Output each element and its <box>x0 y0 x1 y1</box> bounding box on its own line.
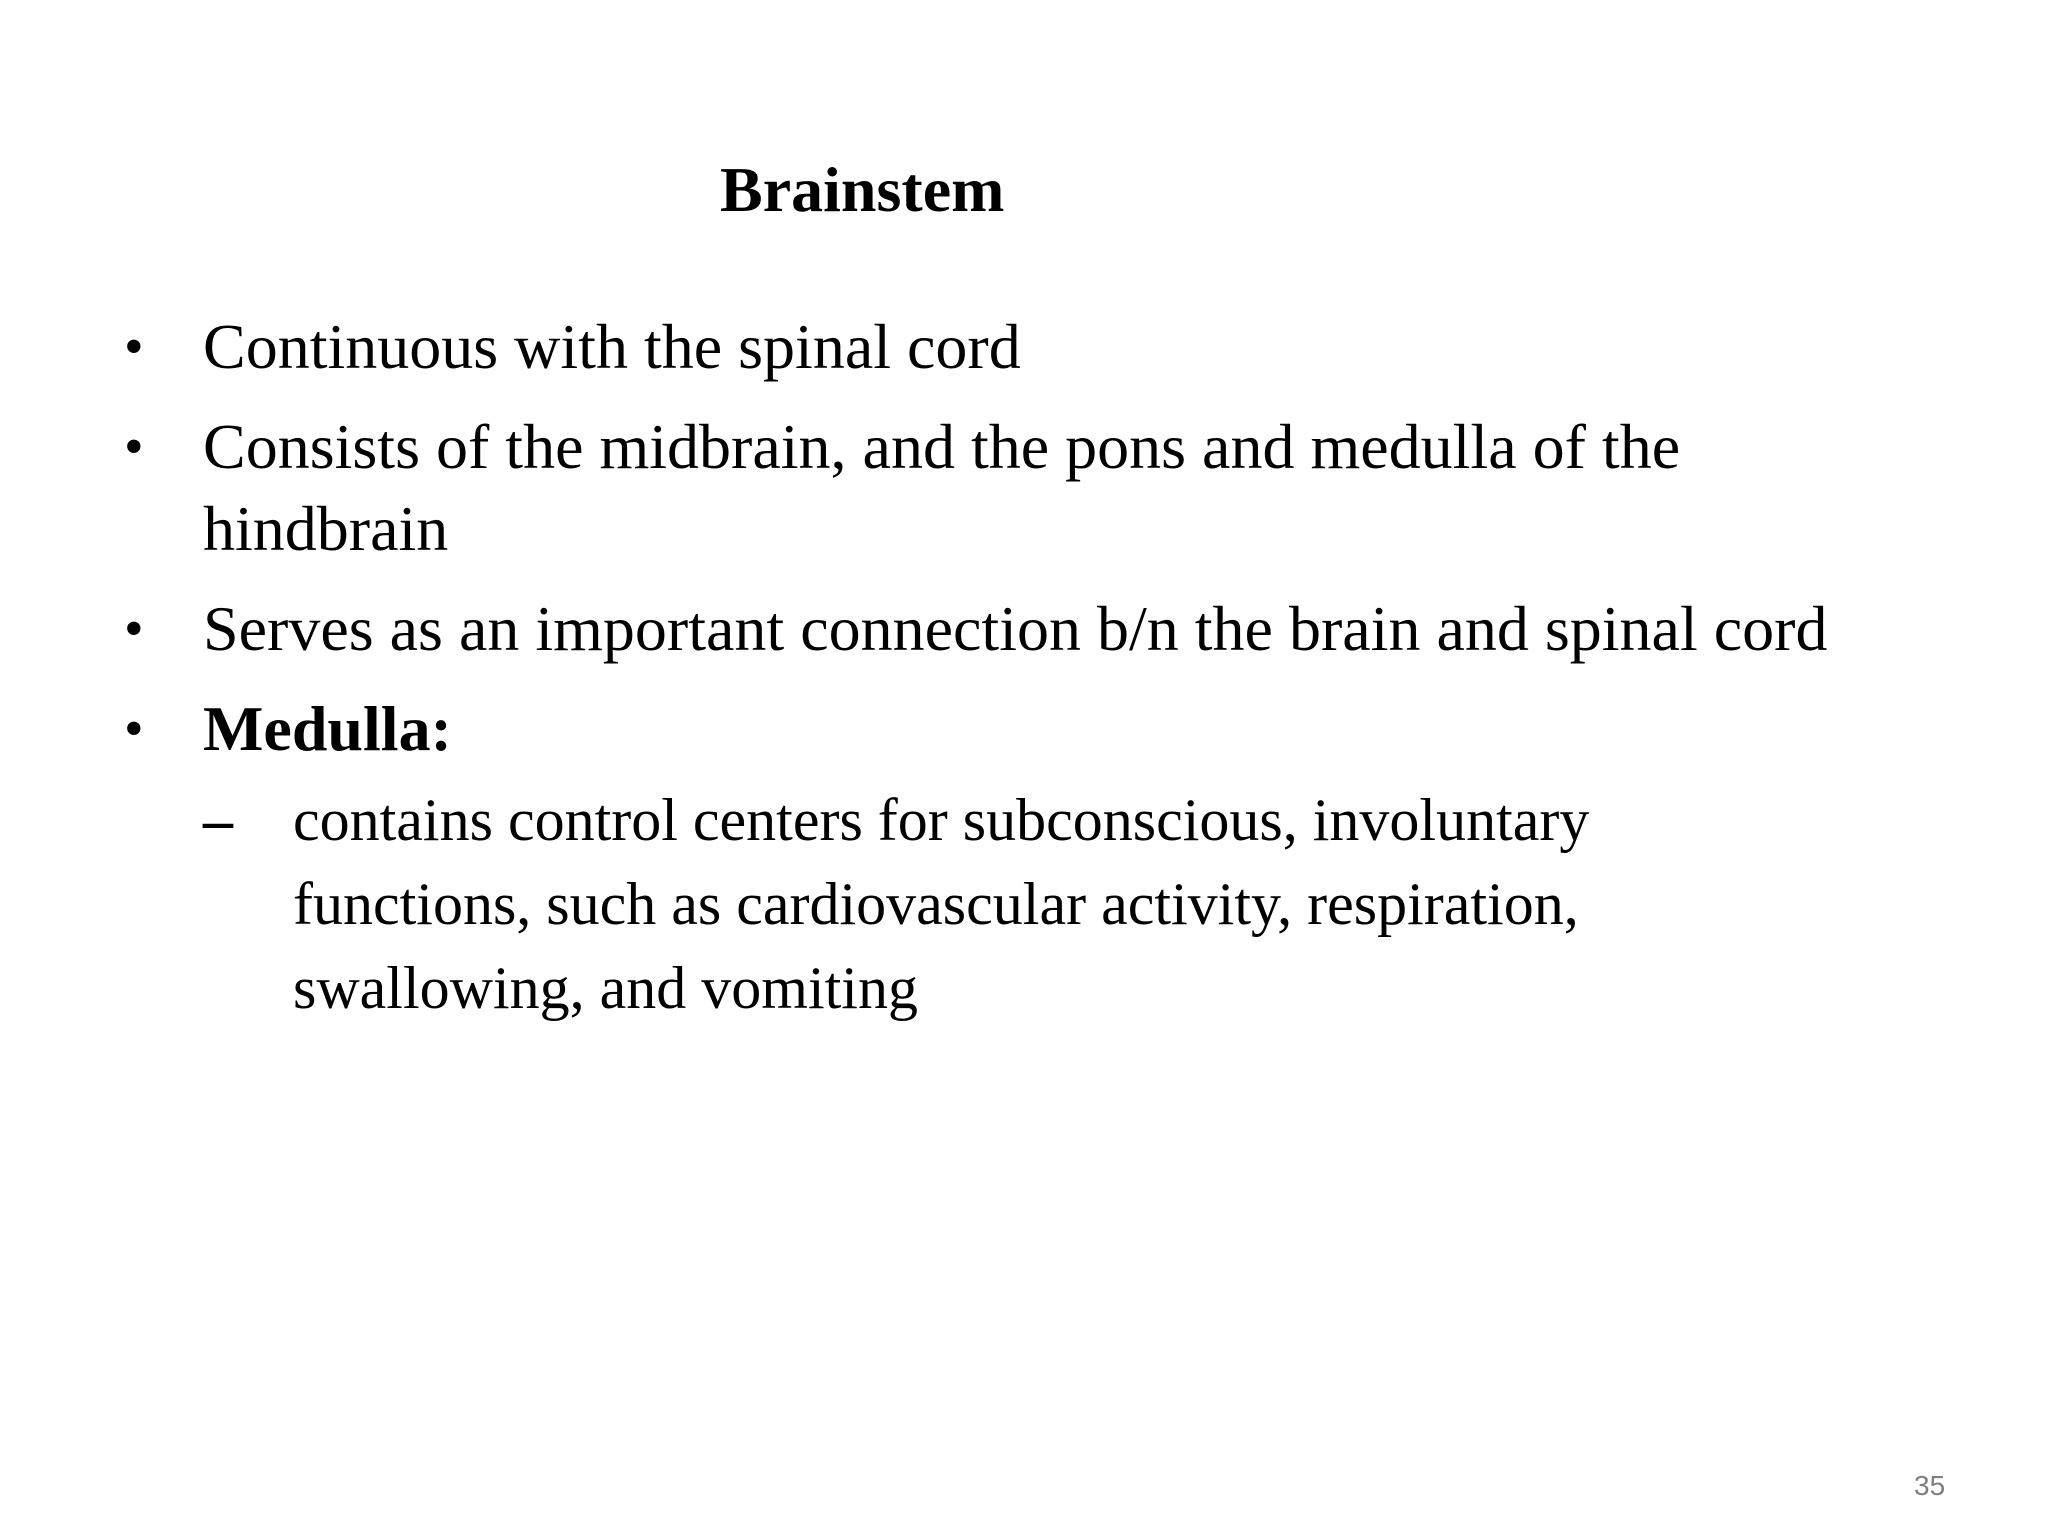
bullet-list <box>120 306 1880 1048</box>
bullet-item <box>120 406 1880 570</box>
bullet-text: Continuous with the spinal cord <box>203 311 1021 382</box>
slide-title: Brainstem <box>720 154 1005 225</box>
subbullet-text: contains control centers for subconscious, involuntary functions, such as cardiovascular activity, respiration, swallowing, and vomiting <box>293 787 1590 1021</box>
page-number: 35 <box>1914 1470 1946 1501</box>
bullet-item <box>120 688 1880 1030</box>
bullet-marker: • <box>124 316 144 378</box>
bullet-item <box>120 588 1880 670</box>
bullet-text: Serves as an important connection b/n the brain and spinal cord <box>203 593 1828 664</box>
bullet-marker: • <box>124 598 144 660</box>
bullet-text: Medulla: <box>203 693 452 764</box>
subbullet-list <box>203 778 1880 1030</box>
bullet-marker: • <box>124 416 144 478</box>
subbullet-item <box>203 778 1793 1030</box>
bullet-text: Consists of the midbrain, and the pons and medulla of the hindbrain <box>203 411 1681 564</box>
subbullet-marker: – <box>203 787 233 853</box>
bullet-item <box>120 306 1880 388</box>
bullet-marker: • <box>124 698 144 760</box>
